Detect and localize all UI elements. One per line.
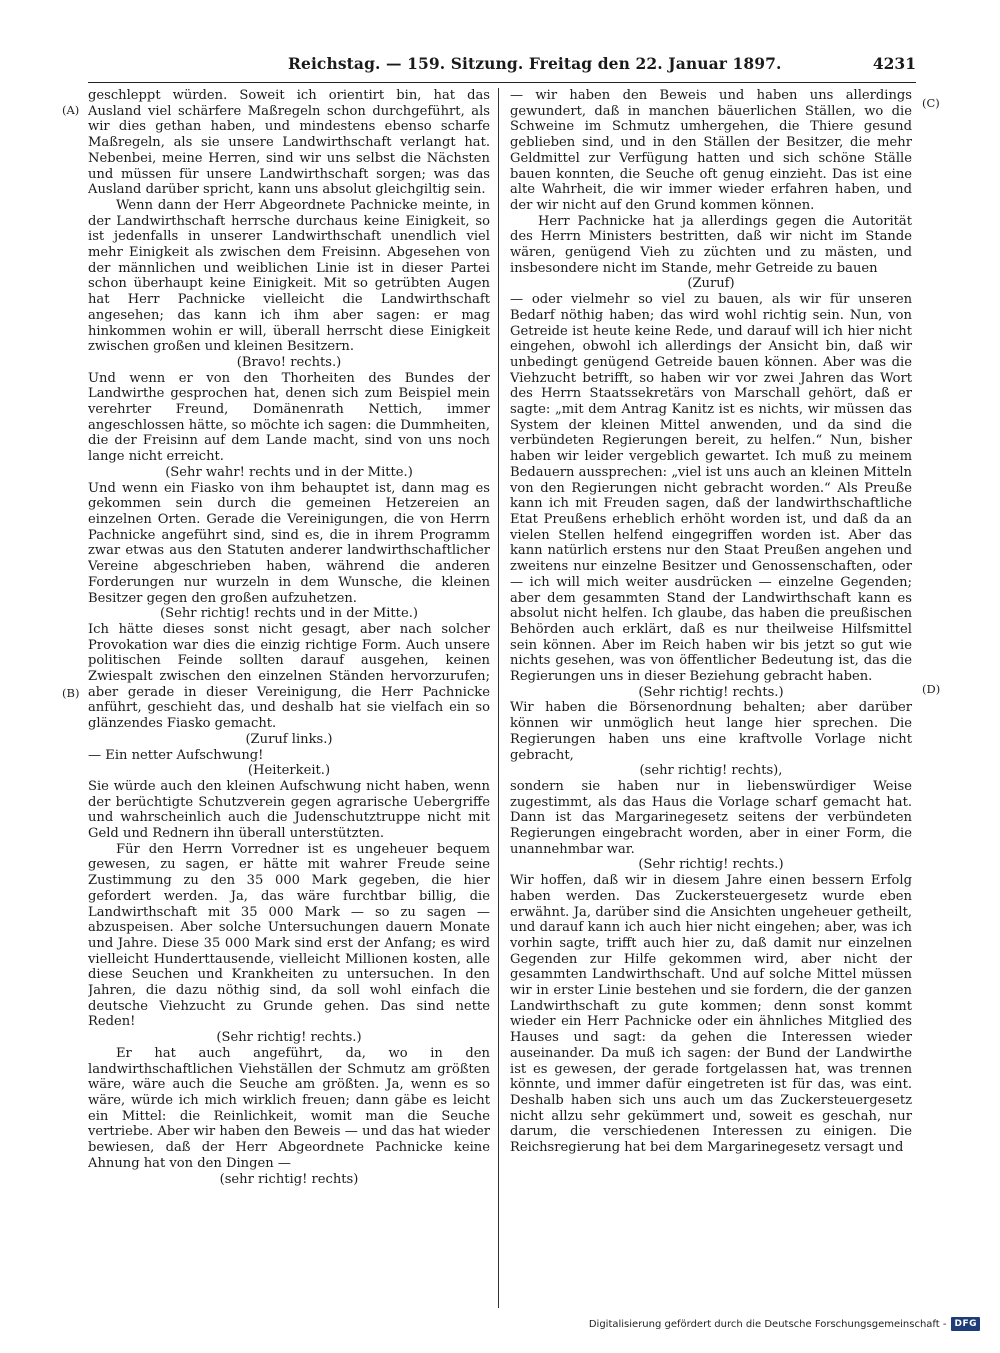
interjection: (Sehr richtig! rechts.) <box>638 857 784 873</box>
interjection: (Sehr richtig! rechts.) <box>216 1030 362 1046</box>
right-column <box>510 88 912 1308</box>
paragraph: sondern sie haben nur in liebenswürdiger Weise zugestimmt, als das Haus die Vorlage scharf gemacht hat. Dann ist das Margarinegesetz seitens der verbündeten Regierungen eingebracht worden, aber in einer Form, die unannehmbar war. <box>510 778 912 857</box>
paragraph: Und wenn ein Fiasko von ihm behauptet ist, dann mag es gekommen sein durch die gemeinen Hetzereien an einzelnen Orten. Gerade die Vereinigungen, die von Herrn Pachnicke angeführt sind, sind es, die in ihrem Programm zwar etwas aus den Statuten anderer landwirthschaftlicher Vereine abgeschrieben haben, während die anderen Forderungen nur wurzeln in dem Wunsche, die kleinen Besitzer gegen den großen aufzuhetzen. <box>88 480 490 606</box>
interjection: (Sehr wahr! rechts und in der Mitte.) <box>165 464 413 480</box>
paragraph: geschleppt würden. Soweit ich orientirt bin, hat das Ausland viel schärfere Maßregeln schon durchgeführt, als wir dies gethan haben, und mindestens ebenso scharfe Maßregeln, als sie unsere Landwirthschaft verlangt hat. Nebenbei, meine Herren, sind wir uns selbst die Nächsten und müssen für unsere Landwirthschaft sorgen; was das Ausland darüber spricht, kann uns absolut gleichgiltig sein. <box>88 88 490 198</box>
footer <box>589 1315 980 1333</box>
paragraph: Für den Herrn Vorredner ist es ungeheuer bequem gewesen, zu sagen, er hätte mit wahrer Freude seine Zustimmung zu den 35 000 Mark gegeben, die hier gefordert werden. Ja, das wäre furchtbar billig, die Landwirthschaft mit 35 000 Mark — so zu sagen — abzuspeisen. Aber solche Untersuchungen dauern Monate und Jahre. Diese 35 000 Mark sind erst der Anfang; es wird vielleicht Hunderttausende, vielleicht Millionen kosten, alle diese Seuchen und Krankheiten zu untersuchen. In den Jahren, die dazu nöthig sind, da soll wohl einfach die deutsche Viehzucht zu Grunde gehen. Das sind nette Reden! <box>88 841 490 1030</box>
interjection: (Zuruf links.) <box>245 731 333 747</box>
paragraph: — Ein netter Aufschwung! <box>88 747 264 763</box>
paragraph: Wenn dann der Herr Abgeordnete Pachnicke meinte, in der Landwirthschaft herrsche durchaus keine Einigkeit, so ist jedenfalls in unserer Landwirthschaft unendlich viel mehr Einigkeit als zwischen dem Freisinn. Abgesehen von der männlichen und weiblichen Linie ist in dieser Partei schon überhaupt keine Einigkeit. Mit so getrübten Augen hat Herr Pachnicke vielleicht die Landwirthschaft angesehen; das kann ich ihm aber sagen: er mag hinkommen wohin er will, überall herrscht diese Einigkeit zwischen großen und kleinen Besitzern. <box>88 197 490 355</box>
header-title: Reichstag. — 159. Sitzung. Freitag den 22. Januar 1897. <box>288 54 782 73</box>
interjection: (Zuruf) <box>687 276 735 292</box>
paragraph: Ich hätte dieses sonst nicht gesagt, aber nach solcher Provokation war dies die einzig richtige Form. Auch unsere politischen Feinde sollten darauf ausgehen, keinen Zwiespalt zwischen den einzelnen Ständen hervorzurufen; aber gerade in dieser Vereinigung, die Herr Pachnicke anführt, geschieht das, und deshalb hat sie vielfach ein so glänzendes Fiasko gemacht. <box>88 621 490 732</box>
footer-credit: Digitalisierung gefördert durch die Deutsche Forschungsgemeinschaft - <box>588 1318 947 1330</box>
header-rule <box>88 82 916 83</box>
paragraph: Wir haben die Börsenordnung behalten; aber darüber können wir unmöglich heut lange hier sprechen. Die Regierungen haben uns eine kraftvolle Vorlage nicht gebracht, <box>510 700 912 763</box>
paragraph: Sie würde auch den kleinen Aufschwung nicht haben, wenn der berüchtigte Schutzverein gegen agrarische Uebergriffe und wahrscheinlich auch die Judenschutztruppe nicht mit Geld und Rednern ihn überall unterstützten. <box>88 778 490 842</box>
paragraph: Herr Pachnicke hat ja allerdings gegen die Autorität des Herrn Ministers bestritten, daß wir nicht im Stande wären, genügend Vieh zu züchten und zu mästen, und insbesondere nicht im Stande, mehr Getreide zu bauen <box>510 213 912 276</box>
margin-marker-a: (A) <box>62 103 80 117</box>
margin-marker-c: (C) <box>922 96 940 110</box>
dfg-logo: DFG <box>951 1317 980 1331</box>
page-header <box>88 52 916 76</box>
page-number: 4231 <box>872 54 916 73</box>
interjection: (Bravo! rechts.) <box>236 354 342 370</box>
paragraph: Er hat auch angeführt, da, wo in den landwirthschaftlichen Viehställen der Schmutz am größten wäre, wäre auch die Seuche am größten. Ja, wenn es so wäre, würde ich mich wirklich freuen; dann gäbe es leicht ein Mittel: die Reinlichkeit, womit man die Seuche vertriebe. Aber wir haben den Beweis — und das hat wieder bewiesen, daß der Herr Abgeordnete Pachnicke keine Ahnung hat von den Dingen — <box>88 1045 490 1171</box>
interjection: (Sehr richtig! rechts.) <box>638 684 784 700</box>
column-divider <box>498 88 499 1308</box>
left-column <box>88 88 490 1308</box>
margin-marker-b: (B) <box>62 686 80 700</box>
interjection: (sehr richtig! rechts), <box>639 763 783 779</box>
paragraph: — wir haben den Beweis und haben uns allerdings gewundert, daß in manchen bäuerlichen Ställen, wo die Schweine im Schmutz umhergehen, die Thiere gesund geblieben sind, und in den Ställen der Besitzer, die mehr Geldmittel zur Verfügung hatten und sich schöne Ställe bauen konnten, die Seuche oft genug einzieht. Das ist eine alte Wahrheit, die wir immer wieder erfahren haben, und der wir nicht auf den Grund kommen können. <box>510 88 912 213</box>
paragraph: — oder vielmehr so viel zu bauen, als wir für unseren Bedarf nöthig haben; das wird wohl richtig sein. Nun, von Getreide ist heute keine Rede, und darauf will ich hier nicht eingehen, obwohl ich allerdings der Ansicht bin, daß wir unbedingt genügend Getreide bauen können. Aber was die Viehzucht betrifft, so haben wir vor zwei Jahren das Wort des Herrn Staatssekretärs von Marschall gehört, daß er sagte: „mit dem Antrag Kanitz ist es nichts, wir müssen das System der kleinen Mittel anwenden, und da sind die verbündeten Regierungen bereit, zu helfen.“ Nun, bisher haben wir leider vergeblich gewartet. Ich muß zu meinem Bedauern aussprechen: „viel ist uns auch an kleinen Mitteln von den Regierungen nicht gebracht worden.“ Als Preuße kann ich mit Freuden sagen, daß der landwirthschaftliche Etat Preußens erheblich erhöht worden ist, und daß da an vielen Stellen helfend eingegriffen worden ist. Aber das kann natürlich erstens nur den Staat Preußen angehen und zweitens nur einzelne Besitzer und Genossenschaften, oder — ich will mich weiter ausdrücken — einzelne Gegenden; aber dem gesammten Stand der Landwirthschaft kann es absolut nicht helfen. Ich glaube, das haben die preußischen Behörden auch erklärt, daß es nur theilweise Hilfsmittel sein können. Aber im Reich haben wir bis jetzt so gut wie nichts gesehen, was von öffentlicher Bedeutung ist, das die Regierungen uns in dieser Beziehung gebracht haben. <box>510 292 912 685</box>
interjection: (Sehr richtig! rechts und in der Mitte.) <box>160 606 418 622</box>
margin-marker-d: (D) <box>922 682 941 696</box>
interjection: (Heiterkeit.) <box>247 763 331 779</box>
paragraph: Und wenn er von den Thorheiten des Bundes der Landwirthe gesprochen hat, denen sich zum Beispiel mein verehrter Freund, Domänenrath Nettich, immer angeschlossen hätte, so möchte ich sagen: die Dummheiten, die der Freisinn auf dem Lande macht, sind von uns noch lange nicht erreicht. <box>88 370 490 465</box>
paragraph: Wir hoffen, daß wir in diesem Jahre einen bessern Erfolg haben werden. Das Zuckersteuergesetz wurde eben erwähnt. Ja, darüber sind die Ansichten ungeheuer getheilt, und darauf kann ich auch hier nicht eingehen; aber, was ich vorhin sagte, trifft auch hier zu, daß damit nur einzelnen Gegenden zur Hilfe gekommen wird, aber nicht der gesammten Landwirthschaft. Und auf solche Mittel müssen wir in erster Linie bestehen und sie fordern, die der ganzen Landwirthschaft zu gute kommen; denn sonst kommt wieder ein Herr Pachnicke oder ein ähnliches Mitglied des Hauses und sagt: da gehen die Interessen wieder auseinander. Da muß ich sagen: der Bund der Landwirthe ist es gewesen, der gerade fortgelassen hat, was trennen könnte, und immer dafür eingetreten ist für das, was eint. Deshalb haben sich uns auch um das Zuckersteuergesetz nicht allzu sehr gekümmert und, soweit es geschah, nur darum, die verschiedenen Interessen zu einigen. Die Reichsregierung hat bei dem Margarinegesetz versagt und <box>510 873 912 1156</box>
interjection: (sehr richtig! rechts) <box>219 1171 359 1187</box>
